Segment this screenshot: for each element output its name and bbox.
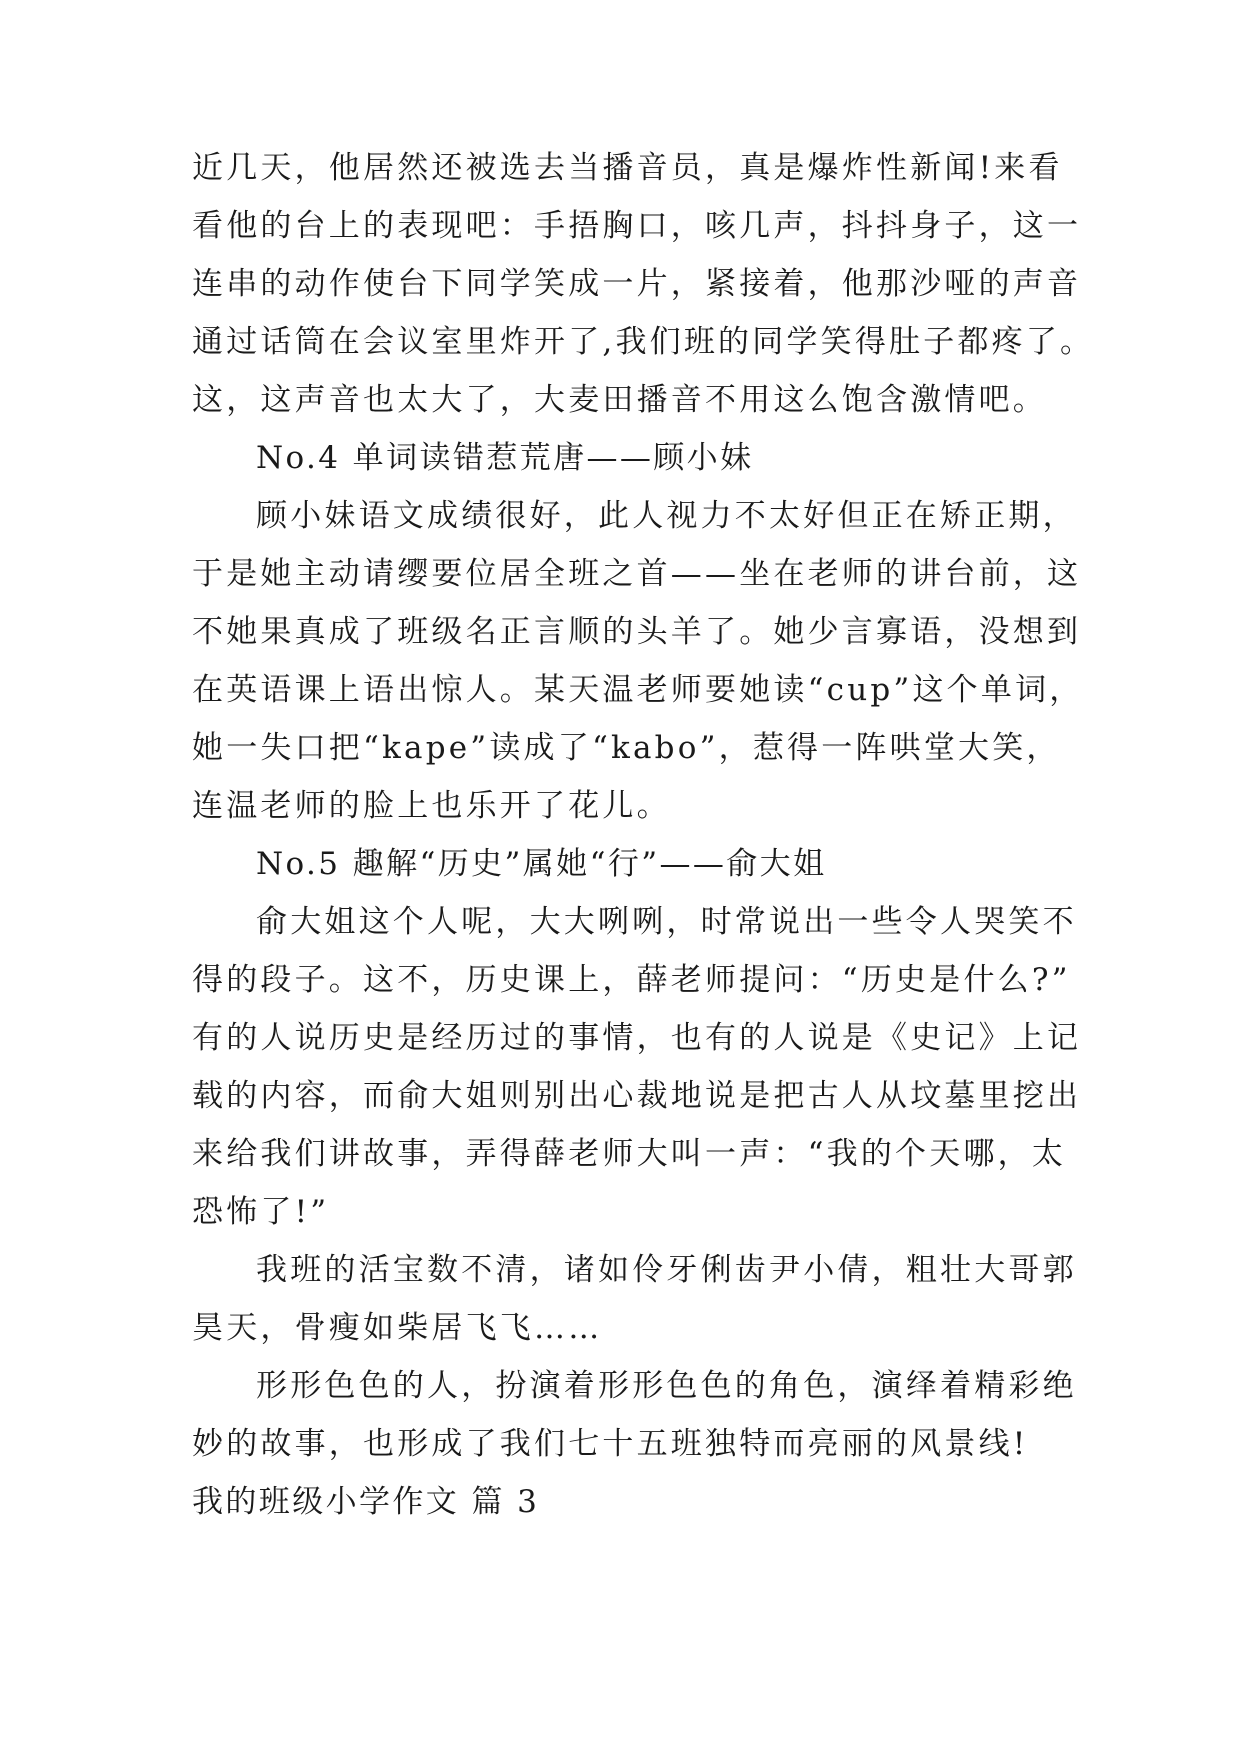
paragraph-line: 连串的动作使台下同学笑成一片，紧接着，他那沙哑的声音 <box>192 266 1082 302</box>
paragraph-line: 来给我们讲故事，弄得薛老师大叫一声：“我的个天哪，太 <box>192 1136 1067 1172</box>
paragraph-line: 她一失口把“kape”读成了“kabo”，惹得一阵哄堂大笑， <box>192 730 1061 766</box>
paragraph-line: 在英语课上语出惊人。某天温老师要她读“cup”这个单词， <box>192 672 1084 708</box>
paragraph-line: 俞大姐这个人呢，大大咧咧，时常说出一些令人哭笑不 <box>256 904 1077 940</box>
article-title: 我的班级小学作文 篇 3 <box>192 1484 540 1520</box>
paragraph-line: 形形色色的人，扮演着形形色色的角色，演绎着精彩绝 <box>256 1368 1077 1404</box>
paragraph-line: 载的内容，而俞大姐则别出心裁地说是把古人从坟墓里挖出 <box>192 1078 1082 1114</box>
paragraph-line: 连温老师的脸上也乐开了花儿。 <box>192 788 671 824</box>
paragraph-line: 这，这声音也太大了，大麦田播音不用这么饱含激情吧。 <box>192 382 1047 418</box>
paragraph-line: 得的段子。这不，历史课上，薛老师提问：“历史是什么?” <box>192 962 1071 998</box>
paragraph-line: 不她果真成了班级名正言顺的头羊了。她少言寡语，没想到 <box>192 614 1082 650</box>
paragraph-line: 有的人说历史是经历过的事情，也有的人说是《史记》上记 <box>192 1020 1082 1056</box>
paragraph-line: 妙的故事，也形成了我们七十五班独特而亮丽的风景线! <box>192 1426 1029 1462</box>
paragraph-line: 恐怖了!” <box>192 1194 330 1230</box>
paragraph-line: 近几天，他居然还被选去当播音员，真是爆炸性新闻!来看 <box>192 150 1063 186</box>
section-heading: No.5 趣解“历史”属她“行”——俞大姐 <box>256 846 827 882</box>
paragraph-line: 通过话筒在会议室里炸开了,我们班的同学笑得肚子都疼了。 <box>192 324 1095 360</box>
paragraph-line: 昊天，骨瘦如柴居飞飞…… <box>192 1310 603 1346</box>
paragraph-line: 看他的台上的表现吧：手捂胸口，咳几声，抖抖身子，这一 <box>192 208 1082 244</box>
paragraph-line: 顾小妹语文成绩很好，此人视力不太好但正在矫正期， <box>256 498 1077 534</box>
paragraph-line: 于是她主动请缨要位居全班之首——坐在老师的讲台前，这 <box>192 556 1082 592</box>
paragraph-line: 我班的活宝数不清，诸如伶牙俐齿尹小倩，粗壮大哥郭 <box>256 1252 1077 1288</box>
section-heading: No.4 单词读错惹荒唐——顾小妹 <box>256 440 754 476</box>
